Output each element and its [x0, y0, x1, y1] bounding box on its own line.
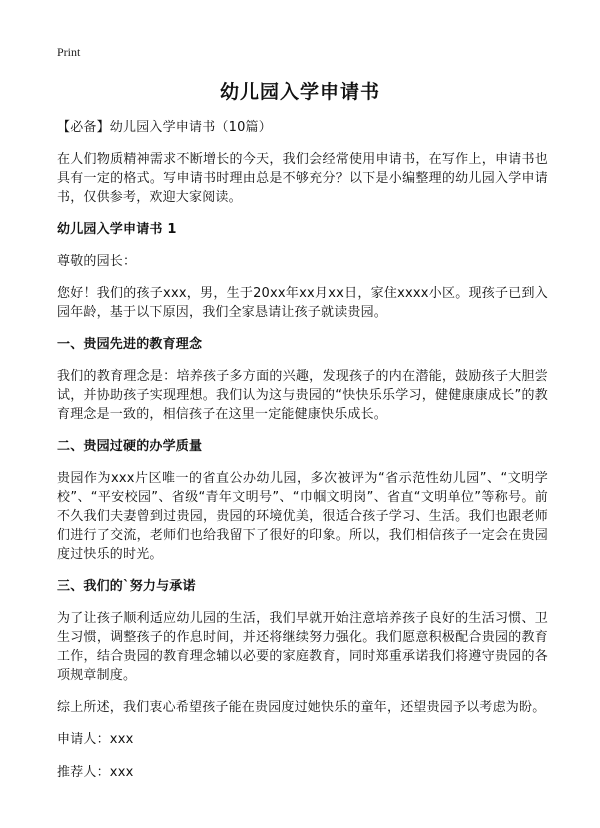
- opening-paragraph: 您好！我们的孩子xxx，男，生于20xx年xx月xx日，家住xxxx小区。现孩子已到入园年龄，基于以下原因，我们全家恳请让孩子就读贵园。: [57, 286, 548, 320]
- point1-heading: 一、贵园先进的教育理念: [57, 337, 203, 352]
- document-body: [57, 118, 548, 796]
- point2-heading: 二、贵园过硬的办学质量: [57, 439, 203, 454]
- point2-paragraph: 贵园作为xxx片区唯一的省直公办幼儿园，多次被评为“省示范性幼儿园”、“文明学校”、“平安校园”、省级“青年文明号”、“巾帼文明岗”、省直“文明单位”等称号。前不久我们夫妻曾到过贵园，贵园的环境优美，很适合孩子学习、生活。我们也跟老师们进行了交流，老师们也给我留下了很好的印象。所以，我们相信孩子一定会在贵园度过快乐的时光。: [57, 471, 548, 562]
- intro-paragraph: 在人们物质精神需求不断增长的今天，我们会经常使用申请书，在写作上，申请书也具有一定的格式。写申请书时理由总是不够充分？以下是小编整理的幼儿园入学申请书，仅供参考，欢迎大家阅读。: [57, 152, 548, 205]
- applicant-line: 申请人：xxx: [57, 732, 134, 747]
- section-title: 幼儿园入学申请书 1: [57, 222, 177, 237]
- salutation: 尊敬的园长：: [57, 254, 137, 269]
- closing-paragraph: 综上所述，我们衷心希望孩子能在贵园度过她快乐的童年，还望贵园予以考虑为盼。: [57, 700, 546, 715]
- document-subtitle: 【必备】幼儿园入学申请书（10篇）: [57, 120, 272, 135]
- print-link[interactable]: Print: [57, 45, 81, 59]
- point3-paragraph: 为了让孩子顺利适应幼儿园的生活，我们早就开始注意培养孩子良好的生活习惯、卫生习惯，调整孩子的作息时间，并还将继续努力强化。我们愿意积极配合贵园的教育工作，结合贵园的教育理念辅以必要的家庭教育，同时郑重承诺我们将遵守贵园的各项规章制度。: [57, 611, 548, 683]
- point3-heading: 三、我们的`努力与承诺: [57, 579, 196, 594]
- page-title: 幼儿园入学申请书: [219, 81, 380, 103]
- point1-paragraph: 我们的教育理念是：培养孩子多方面的兴趣，发现孩子的内在潜能，鼓励孩子大胆尝试，并协助孩子实现理想。我们认为这与贵园的“快快乐乐学习，健健康康成长”的教育理念是一致的，相信孩子在这里一定能健康快乐成长。: [57, 369, 548, 422]
- recommender-line: 推荐人：xxx: [57, 765, 134, 780]
